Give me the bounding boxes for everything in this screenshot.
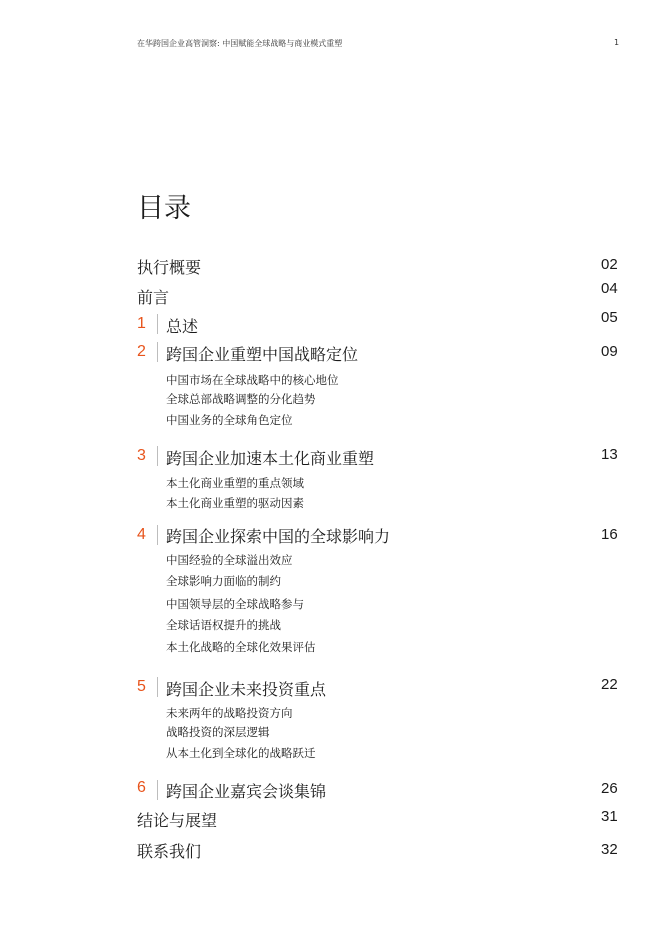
subsection-item[interactable]: 中国市场在全球战略中的核心地位: [166, 373, 339, 387]
section-number: 2: [137, 343, 146, 360]
section-title: 跨国企业探索中国的全球影响力: [166, 527, 391, 546]
subsection-item[interactable]: 中国经验的全球溢出效应: [166, 553, 293, 567]
section-title: 跨国企业未来投资重点: [166, 680, 327, 699]
subsection-item[interactable]: 全球话语权提升的挑战: [166, 618, 281, 632]
header-title: 在华跨国企业高管洞察: 中国赋能全球战略与商业模式重塑: [137, 39, 343, 48]
toc-entry-title: 联系我们: [137, 842, 202, 861]
toc-entry-page: 04: [601, 280, 618, 297]
section-title: 跨国企业加速本土化商业重塑: [166, 449, 375, 468]
toc-entry-page: 02: [601, 256, 618, 273]
section-divider: [157, 446, 158, 466]
subsection-item[interactable]: 全球总部战略调整的分化趋势: [166, 392, 316, 406]
section-number: 5: [137, 678, 146, 695]
section-page: 05: [601, 309, 618, 326]
section-page: 16: [601, 526, 618, 543]
section-divider: [157, 525, 158, 545]
subsection-item[interactable]: 本土化战略的全球化效果评估: [166, 640, 316, 654]
subsection-item[interactable]: 战略投资的深层逻辑: [166, 725, 270, 739]
subsection-item[interactable]: 中国领导层的全球战略参与: [166, 597, 304, 611]
subsection-item[interactable]: 未来两年的战略投资方向: [166, 706, 293, 720]
section-page: 13: [601, 446, 618, 463]
section-page: 26: [601, 780, 618, 797]
section-page: 09: [601, 343, 618, 360]
section-number: 1: [137, 315, 146, 332]
section-number: 3: [137, 447, 146, 464]
toc-entry-title: 前言: [137, 288, 170, 307]
section-divider: [157, 677, 158, 697]
section-divider: [157, 342, 158, 362]
section-number: 6: [137, 779, 146, 796]
section-divider: [157, 780, 158, 800]
section-divider: [157, 314, 158, 334]
section-title: 总述: [166, 317, 199, 336]
subsection-item[interactable]: 本土化商业重塑的重点领域: [166, 476, 304, 490]
toc-heading: 目录: [137, 193, 191, 224]
section-title: 跨国企业重塑中国战略定位: [166, 345, 359, 364]
section-page: 22: [601, 676, 618, 693]
toc-entry-page: 32: [601, 841, 618, 858]
section-title: 跨国企业嘉宾会谈集锦: [166, 782, 327, 801]
toc-entry-page: 31: [601, 808, 618, 825]
subsection-item[interactable]: 从本土化到全球化的战略跃迁: [166, 746, 316, 760]
page-number: 1: [614, 38, 620, 47]
subsection-item[interactable]: 中国业务的全球角色定位: [166, 413, 293, 427]
subsection-item[interactable]: 全球影响力面临的制约: [166, 574, 281, 588]
toc-entry-title: 结论与展望: [137, 811, 218, 830]
toc-entry-title: 执行概要: [137, 258, 202, 277]
subsection-item[interactable]: 本土化商业重塑的驱动因素: [166, 496, 304, 510]
section-number: 4: [137, 526, 146, 543]
